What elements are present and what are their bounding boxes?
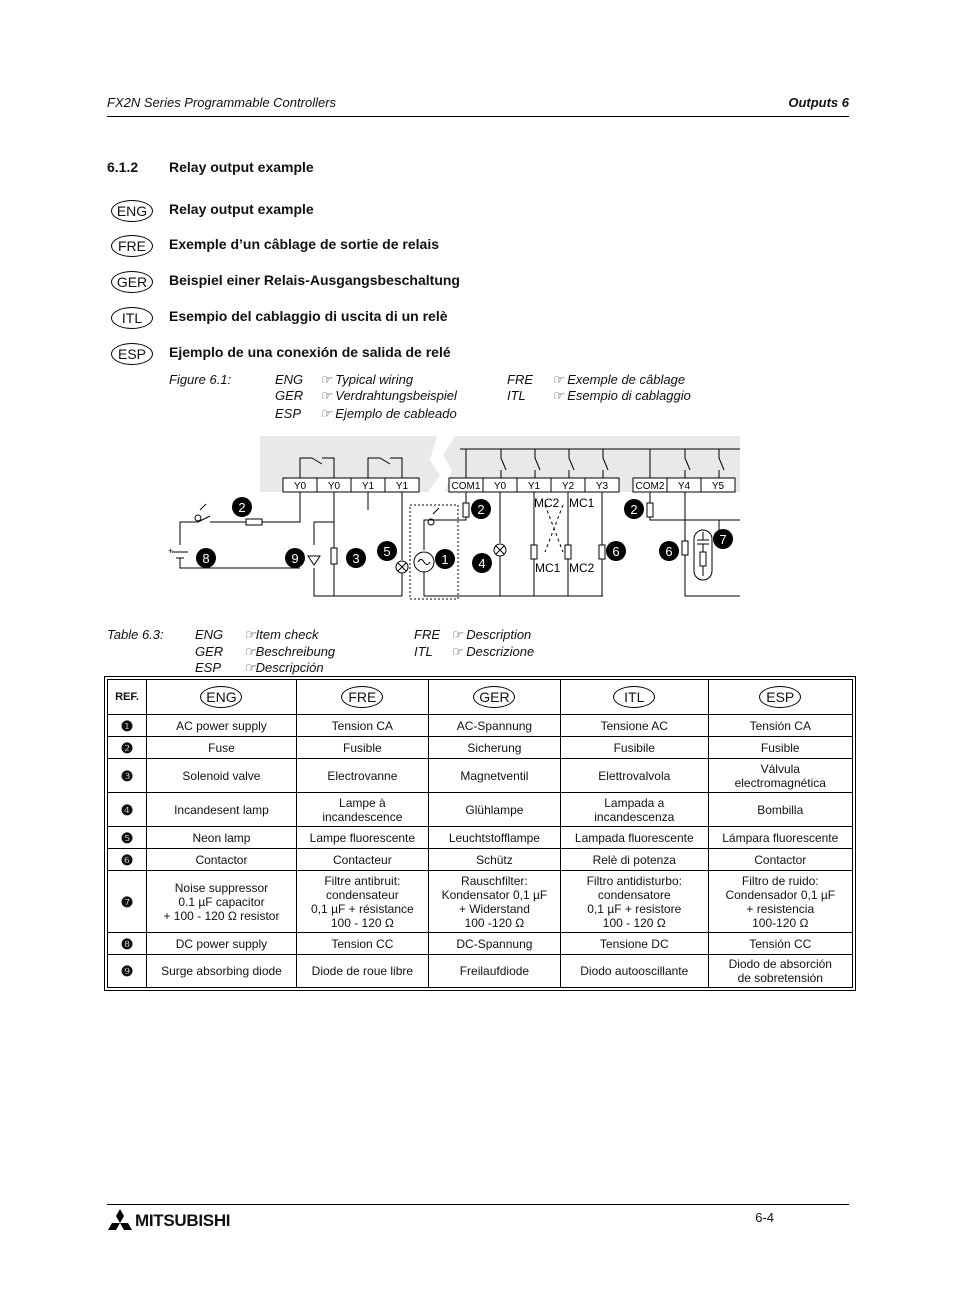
table-lang-esp: ESP (195, 660, 222, 675)
table-cell: DC power supply (147, 933, 297, 955)
section-title: Relay output example (169, 159, 314, 175)
col-header-itl (561, 680, 709, 715)
marker: 9 (291, 551, 299, 566)
table-cell: Fusible (708, 737, 852, 759)
terminal-label: Y0 (293, 481, 307, 492)
figure-lang-esp: ESP (275, 406, 302, 421)
table-label: Table 6.3: (107, 627, 164, 642)
lang-badge-itl: ITL (111, 307, 153, 329)
terminal-label: Y4 (677, 481, 691, 492)
footer-rule (107, 1204, 849, 1205)
table-cell: Lampe à incandescence (296, 793, 428, 827)
lang-heading-ger: Beispiel einer Relais-Ausgangsbeschaltung (169, 272, 460, 288)
marker: 6 (612, 544, 620, 559)
lang-badge-esp: ESP (111, 343, 153, 365)
label-mc1-top: MC1 (569, 496, 595, 510)
table-cell: Lampada fluorescente (561, 827, 709, 849)
table-lang-fre: FRE (414, 627, 440, 642)
table-header-row (108, 680, 853, 715)
terminal-label: Y1 (361, 481, 375, 492)
ref-cell: ❻ (108, 849, 147, 871)
markers (196, 497, 733, 573)
col-header-eng (147, 680, 297, 715)
label-mc2-bottom: MC2 (569, 561, 595, 575)
table-cell: Incandesent lamp (147, 793, 297, 827)
table-cell: Schütz (428, 849, 560, 871)
lang-heading-esp: Ejemplo de una conexión de salida de relé (169, 344, 451, 360)
table-cell: Neon lamp (147, 827, 297, 849)
table-body (108, 715, 853, 988)
col-badge: FRE (341, 686, 383, 708)
table-cell: Solenoid valve (147, 759, 297, 793)
table-cell: Fusible (296, 737, 428, 759)
translation-table (107, 679, 853, 988)
section-number: 6.1.2 (107, 159, 139, 175)
table-cell: Freilaufdiode (428, 955, 560, 988)
table-lang-ger: GER (195, 644, 224, 659)
three-diamonds-icon (107, 1209, 133, 1233)
table-row (108, 737, 853, 759)
table-cell: Leuchtstofflampe (428, 827, 560, 849)
col-badge: ESP (759, 686, 801, 708)
table-row (108, 793, 853, 827)
figure-label: Figure 6.1: (169, 372, 232, 387)
marker: 2 (238, 500, 246, 515)
wiring (172, 492, 740, 596)
table-cell: AC power supply (147, 715, 297, 737)
figure-text-ger: ☞ Verdrahtungsbeispiel (320, 388, 457, 403)
table-row (108, 871, 853, 933)
figure-lang-itl: ITL (507, 388, 526, 403)
terminal-label: Y5 (711, 481, 725, 492)
marker: 8 (202, 551, 210, 566)
figure-text-esp: ☞ Ejemplo de cableado (320, 406, 457, 421)
table-row (108, 933, 853, 955)
label-mc2-top: MC2 (534, 496, 560, 510)
label-plus: + (168, 546, 174, 556)
col-badge: ITL (613, 686, 655, 708)
terminal-label: Y1 (395, 481, 409, 492)
label-mc1-bottom: MC1 (535, 561, 561, 575)
table-cell: Contactor (708, 849, 852, 871)
table-text-esp: ☞Descripción (244, 660, 324, 675)
table-text-ger: ☞Beschreibung (244, 644, 336, 659)
lang-heading-fre: Exemple d’un câblage de sortie de relais (169, 236, 439, 252)
terminal-label: Y0 (493, 481, 507, 492)
interlock-dashes (545, 505, 563, 552)
table-row (108, 827, 853, 849)
marker: 2 (630, 502, 638, 517)
ref-cell: ❺ (108, 827, 147, 849)
table-cell: Fusibile (561, 737, 709, 759)
col-badge: ENG (200, 686, 242, 708)
terminal-label: Y3 (595, 481, 609, 492)
table-cell: DC-Spannung (428, 933, 560, 955)
table-text-itl: ☞ Descrizione (451, 644, 535, 659)
table-row (108, 715, 853, 737)
table-cell: Lampada a incandescenza (561, 793, 709, 827)
marker: 1 (441, 552, 449, 567)
table-cell: Filtre antibruit: condensateur 0,1 µF + résistance 100 - 120 Ω (296, 871, 428, 933)
figure-text-fre: ☞ Exemple de câblage (552, 372, 686, 387)
marker: 2 (477, 502, 485, 517)
table-cell: Tension CA (296, 715, 428, 737)
table-cell: Rauschfilter: Kondensator 0,1 µF + Widerstand 100 -120 Ω (428, 871, 560, 933)
table-row (108, 759, 853, 793)
relay-wiring-diagram (165, 430, 745, 610)
ref-cell: ❹ (108, 793, 147, 827)
terminal-label: Y1 (527, 481, 541, 492)
lang-heading-itl: Esempio del cablaggio di uscita di un relè (169, 308, 448, 324)
table-cell: Electrovanne (296, 759, 428, 793)
terminal-label: Y2 (561, 481, 575, 492)
figure-lang-ger: GER (275, 388, 304, 403)
lang-badge-fre: FRE (111, 235, 153, 257)
table-cell: Tensione AC (561, 715, 709, 737)
table-row (108, 955, 853, 988)
table-cell: Lámpara fluorescente (708, 827, 852, 849)
table-cell: Relè di potenza (561, 849, 709, 871)
marker: 7 (719, 532, 727, 547)
col-badge: GER (473, 686, 515, 708)
header-rule (107, 116, 849, 117)
ref-cell: ❶ (108, 715, 147, 737)
col-header-fre (296, 680, 428, 715)
table-cell: Surge absorbing diode (147, 955, 297, 988)
table-cell: Válvula electromagnética (708, 759, 852, 793)
page-number: 6-4 (755, 1210, 774, 1225)
running-header-chapter: Outputs 6 (788, 95, 849, 110)
mitsubishi-logo (107, 1208, 247, 1234)
table-cell: Glühlampe (428, 793, 560, 827)
table-cell: Elettrovalvola (561, 759, 709, 793)
table-cell: Tension CC (296, 933, 428, 955)
table-cell: AC-Spannung (428, 715, 560, 737)
table-row (108, 849, 853, 871)
ref-cell: ❽ (108, 933, 147, 955)
terminal-label: COM2 (635, 481, 665, 492)
marker: 4 (478, 556, 486, 571)
lang-badge-ger: GER (111, 271, 153, 293)
table-cell: Fuse (147, 737, 297, 759)
marker: 5 (383, 544, 391, 559)
table-cell: Sicherung (428, 737, 560, 759)
ac-source-sine (418, 560, 430, 565)
noise-suppressor-symbol (694, 530, 712, 580)
table-lang-eng: ENG (195, 627, 224, 642)
table-cell: Filtro antidisturbo: condensatore 0,1 µF + resistore 100 - 120 Ω (561, 871, 709, 933)
table-cell: Magnetventil (428, 759, 560, 793)
ref-cell: ❸ (108, 759, 147, 793)
col-header-ger (428, 680, 560, 715)
table-text-fre: ☞ Description (451, 627, 532, 642)
table-cell: Bombilla (708, 793, 852, 827)
terminal-label: Y0 (327, 481, 341, 492)
table-cell: Contacteur (296, 849, 428, 871)
table-cell: Diodo de absorción de sobretensión (708, 955, 852, 988)
table-lang-itl: ITL (414, 644, 433, 659)
figure-lang-eng: ENG (275, 372, 304, 387)
table-cell: Noise suppressor 0.1 µF capacitor + 100 - 120 Ω resistor (147, 871, 297, 933)
ref-header: REF. (108, 680, 147, 715)
table-cell: Lampe fluorescente (296, 827, 428, 849)
diode-symbol (308, 556, 320, 565)
figure-text-itl: ☞ Esempio di cablaggio (552, 388, 691, 403)
marker: 6 (665, 544, 673, 559)
lang-heading-eng: Relay output example (169, 201, 314, 217)
table-cell: Tensión CA (708, 715, 852, 737)
figure-lang-fre: FRE (507, 372, 533, 387)
table-cell: Filtro de ruido: Condensador 0,1 µF + resistencia 100-120 Ω (708, 871, 852, 933)
item-table (104, 676, 856, 991)
table-text-eng: ☞Item check (244, 627, 319, 642)
table-cell: Diodo autooscillante (561, 955, 709, 988)
table-cell: Tensione DC (561, 933, 709, 955)
figure-text-eng: ☞ Typical wiring (320, 372, 414, 387)
table-cell: Tensión CC (708, 933, 852, 955)
terminal-label: COM1 (451, 481, 481, 492)
ref-cell: ❼ (108, 871, 147, 933)
brand-name: MITSUBISHI (135, 1211, 231, 1230)
lang-badge-eng: ENG (111, 200, 153, 222)
ref-cell: ❾ (108, 955, 147, 988)
ref-cell: ❷ (108, 737, 147, 759)
table-cell: Diode de roue libre (296, 955, 428, 988)
running-header-title: FX2N Series Programmable Controllers (107, 95, 337, 110)
col-header-esp (708, 680, 852, 715)
table-cell: Contactor (147, 849, 297, 871)
marker: 3 (352, 551, 360, 566)
